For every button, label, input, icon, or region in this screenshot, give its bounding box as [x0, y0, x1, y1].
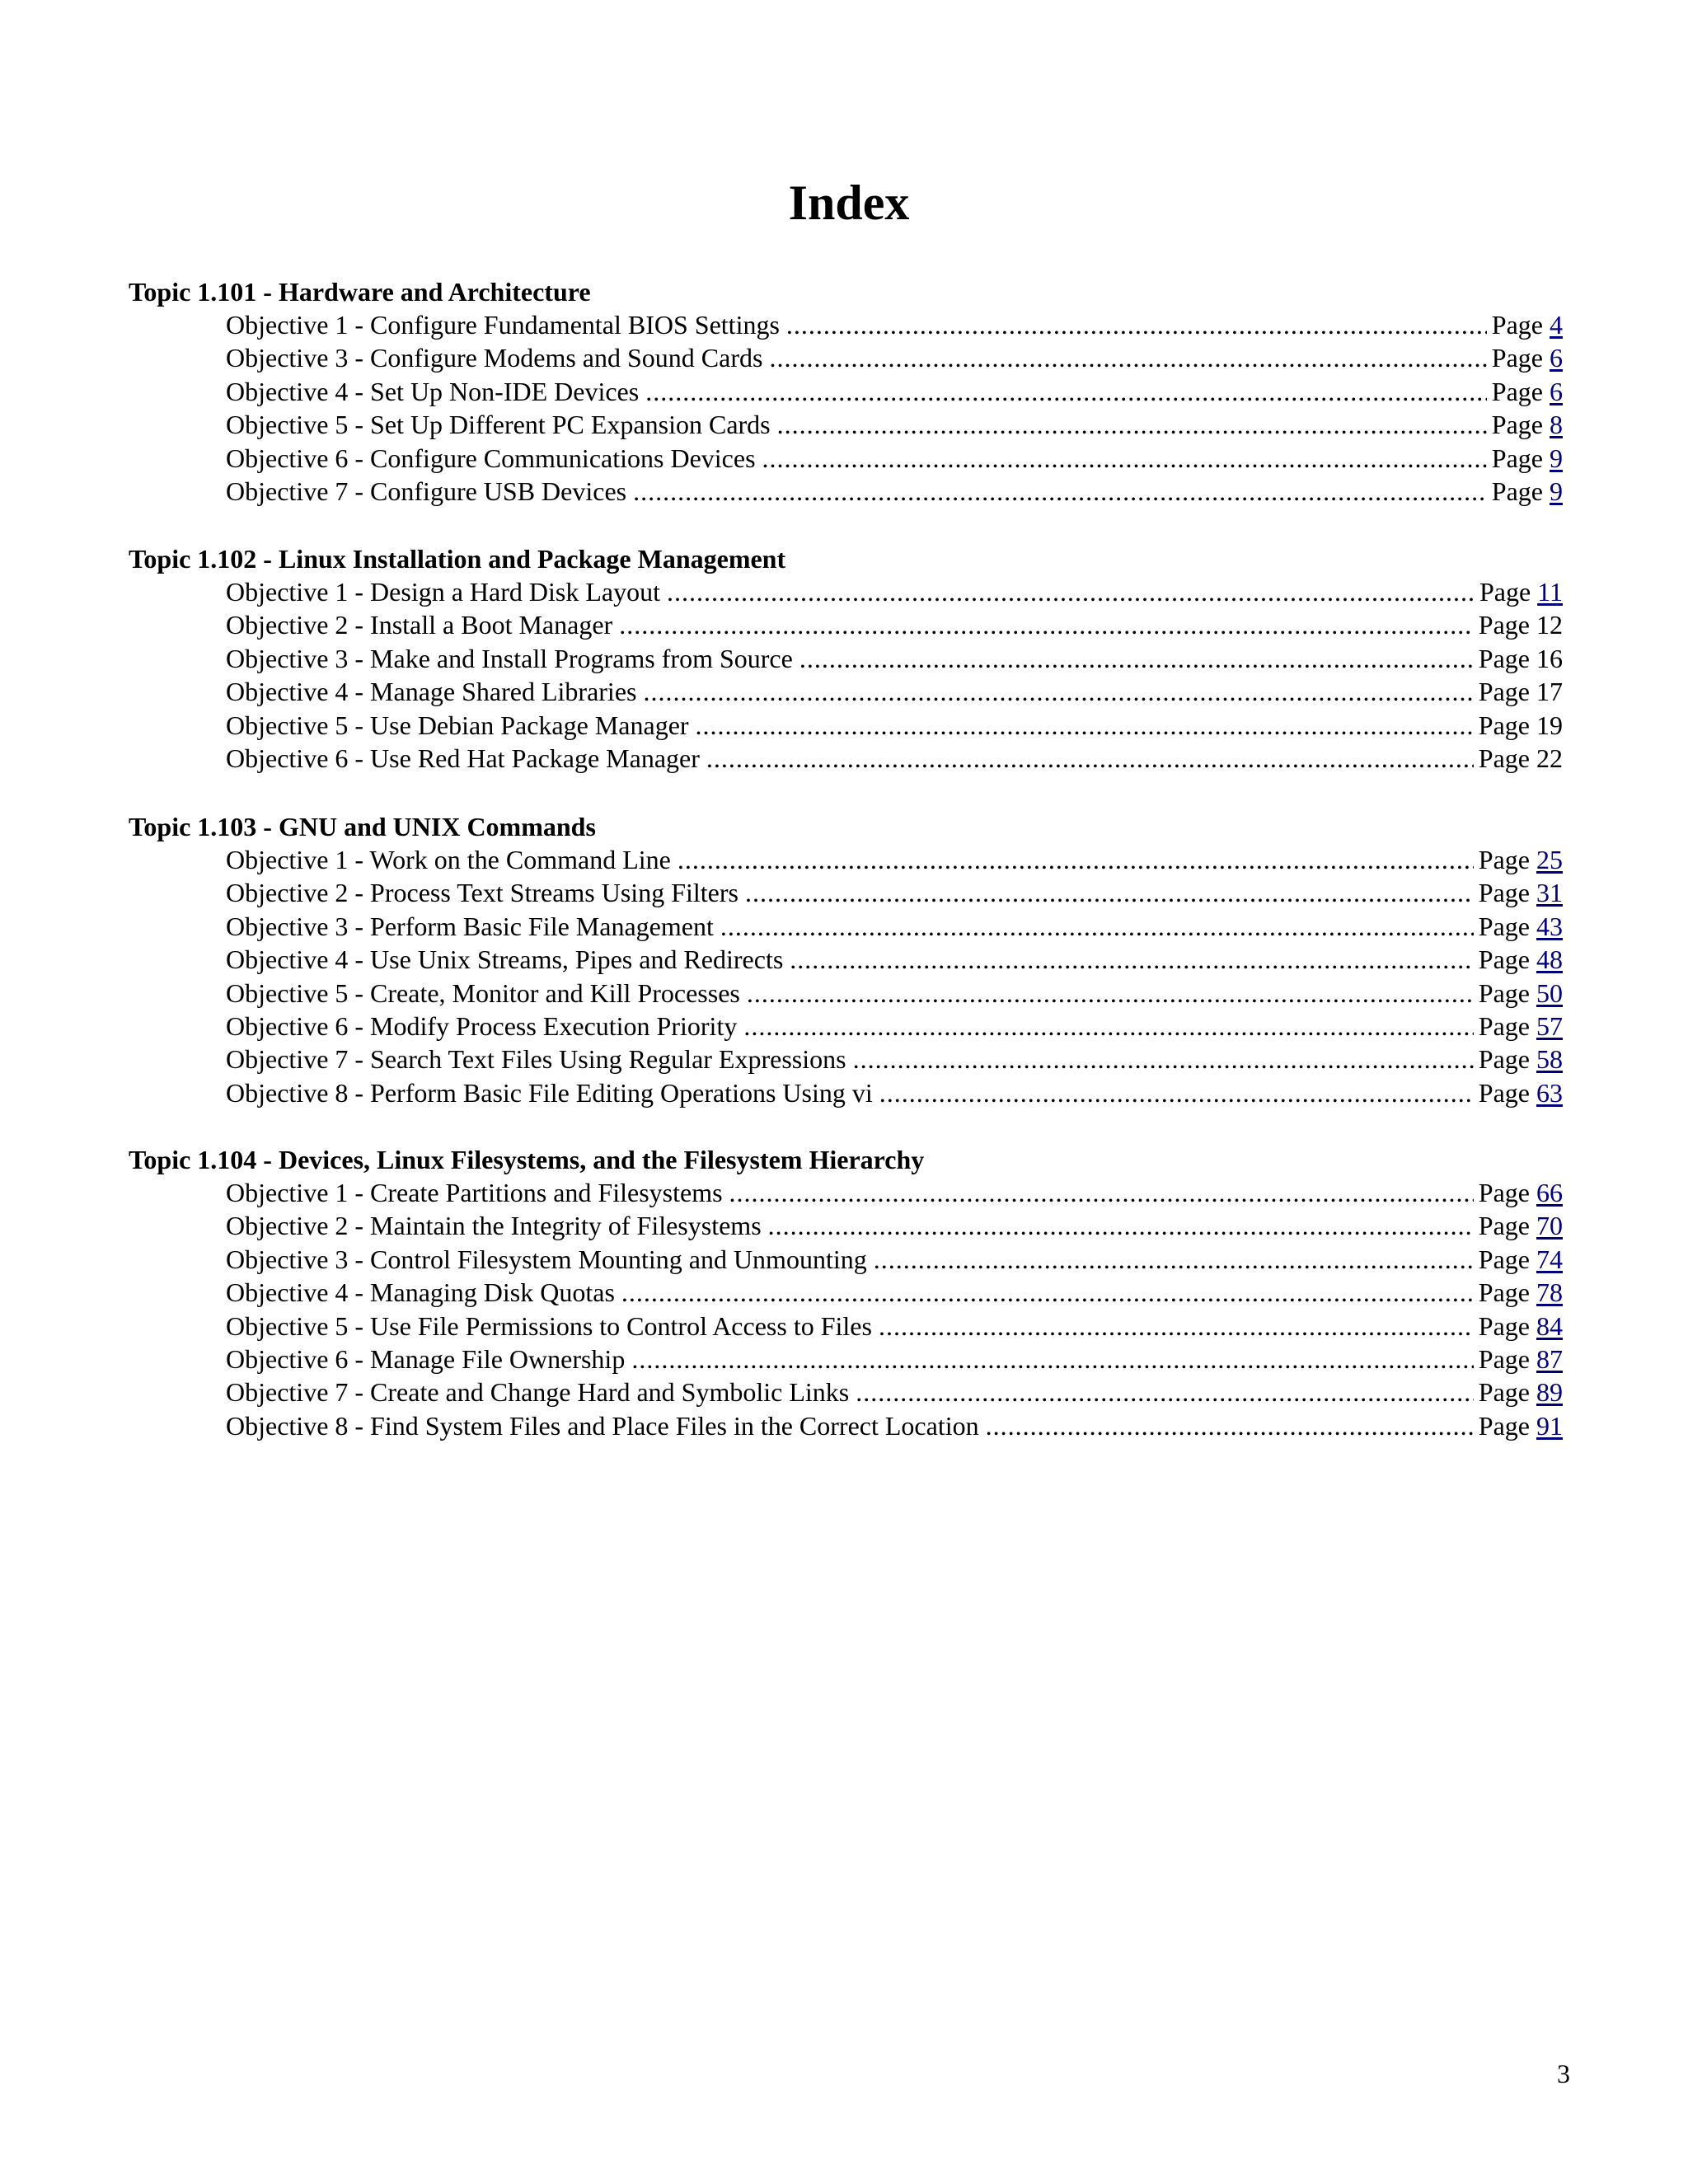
dot-leader: [986, 1409, 1474, 1442]
objective-label: Objective 2 - Maintain the Integrity of Filesystems: [226, 1211, 762, 1241]
dot-leader: [696, 709, 1474, 742]
dot-leader: [853, 1043, 1474, 1076]
objective-entry[interactable]: [226, 1209, 1563, 1242]
objective-entry[interactable]: [226, 675, 1563, 708]
topic-section: [129, 542, 1563, 775]
page-number-link[interactable]: 70: [1536, 1211, 1563, 1241]
page-prefix: Page: [1491, 343, 1543, 373]
dot-leader: [667, 575, 1475, 608]
topic-section: [129, 810, 1563, 1109]
objective-entry[interactable]: [226, 1376, 1563, 1408]
objective-page-ref: [1492, 475, 1563, 508]
objective-page-ref: [1479, 1310, 1563, 1343]
objective-list: [129, 843, 1563, 1109]
objective-entry[interactable]: [226, 1343, 1563, 1376]
topic-heading: Topic 1.104 - Devices, Linux Filesystems, and the Filesystem Hierarchy: [129, 1145, 925, 1174]
objective-entry[interactable]: [226, 1243, 1563, 1276]
page-prefix: Page: [1491, 376, 1543, 406]
dot-leader: [786, 308, 1487, 341]
objective-entry[interactable]: [226, 575, 1563, 608]
page-number-link[interactable]: 87: [1536, 1343, 1563, 1374]
objective-label: Objective 2 - Install a Boot Manager: [226, 610, 613, 640]
page-prefix: Page: [1478, 1178, 1530, 1207]
dot-leader: [645, 375, 1487, 408]
page-number-link[interactable]: 66: [1536, 1178, 1563, 1207]
page-prefix: Page: [1478, 977, 1530, 1008]
dot-leader: [768, 1209, 1474, 1242]
objective-entry[interactable]: [226, 742, 1563, 775]
dot-leader: [747, 977, 1474, 1010]
dot-leader: [790, 943, 1474, 976]
page-number-link[interactable]: 25: [1536, 845, 1563, 874]
topic-heading: Topic 1.102 - Linux Installation and Package Management: [129, 544, 786, 574]
objective-label: Objective 5 - Use File Permissions to Control Access to Files: [226, 1310, 872, 1341]
objective-entry[interactable]: [226, 1176, 1563, 1209]
dot-leader: [769, 341, 1486, 374]
page-number: 3: [1557, 2059, 1570, 2088]
objective-label: Objective 4 - Set Up Non-IDE Devices: [226, 376, 640, 406]
page-prefix: Page: [1478, 1211, 1530, 1241]
page-number-link[interactable]: 11: [1537, 577, 1563, 607]
objective-page-ref: [1479, 1409, 1563, 1442]
page-prefix: Page: [1478, 643, 1530, 673]
objective-page-ref: [1479, 943, 1563, 976]
objective-entry[interactable]: [226, 1010, 1563, 1043]
objective-label: Objective 5 - Set Up Different PC Expansion Cards: [226, 410, 771, 440]
objective-page-ref: [1479, 1343, 1563, 1376]
objective-entry[interactable]: [226, 1276, 1563, 1309]
page-prefix: Page: [1479, 577, 1531, 607]
page-prefix: Page: [1478, 743, 1530, 773]
page-number-link[interactable]: 31: [1536, 878, 1563, 908]
objective-entry[interactable]: [226, 1043, 1563, 1076]
objective-label: Objective 5 - Create, Monitor and Kill Processes: [226, 977, 740, 1008]
objective-entry[interactable]: [226, 709, 1563, 742]
objective-label: Objective 6 - Manage File Ownership: [226, 1343, 626, 1374]
dot-leader: [729, 1176, 1474, 1209]
page-number-link[interactable]: 6: [1550, 376, 1563, 406]
page-prefix: Page: [1478, 610, 1530, 640]
page-prefix: Page: [1478, 1377, 1530, 1408]
page-number-link[interactable]: 74: [1536, 1244, 1563, 1274]
objective-entry[interactable]: [226, 1310, 1563, 1343]
page-number-text: 12: [1536, 610, 1563, 640]
dot-leader: [633, 475, 1487, 508]
page-prefix: Page: [1478, 1044, 1530, 1075]
dot-leader: [762, 442, 1487, 475]
dot-leader: [619, 608, 1474, 641]
page-prefix: Page: [1478, 845, 1530, 874]
topic-section: [129, 275, 1563, 508]
objective-page-ref: [1479, 1010, 1563, 1043]
objective-entry[interactable]: [226, 843, 1563, 876]
page-number-link[interactable]: 50: [1536, 977, 1563, 1008]
objective-page-ref: [1492, 341, 1563, 374]
page-prefix: Page: [1478, 677, 1530, 707]
objective-label: Objective 6 - Configure Communications Devices: [226, 443, 756, 473]
objective-label: Objective 7 - Configure USB Devices: [226, 476, 627, 506]
objective-page-ref: [1479, 977, 1563, 1010]
objective-list: [129, 308, 1563, 508]
dot-leader: [777, 408, 1487, 441]
page-number-link[interactable]: 6: [1550, 343, 1563, 373]
page-number-link[interactable]: 63: [1536, 1077, 1563, 1108]
objective-entry[interactable]: [226, 910, 1563, 943]
objective-page-ref: [1479, 675, 1563, 708]
dot-leader: [874, 1243, 1474, 1276]
objective-label: Objective 7 - Create and Change Hard and Symbolic Links: [226, 1377, 850, 1408]
objective-page-ref: [1492, 375, 1563, 408]
page-prefix: Page: [1491, 476, 1543, 506]
dot-leader: [745, 876, 1474, 909]
objective-page-ref: [1479, 1043, 1563, 1076]
dot-leader: [743, 1010, 1473, 1043]
page-number-link[interactable]: 58: [1536, 1044, 1563, 1075]
objective-page-ref: [1492, 408, 1563, 441]
page-number-link[interactable]: 57: [1536, 1010, 1563, 1041]
dot-leader: [879, 1076, 1474, 1109]
objective-entry[interactable]: [226, 1409, 1563, 1442]
objective-entry[interactable]: [226, 642, 1563, 675]
objective-entry[interactable]: [226, 977, 1563, 1010]
page-title: Index: [788, 176, 910, 231]
objective-page-ref: [1479, 1209, 1563, 1242]
objective-label: Objective 8 - Find System Files and Place Files in the Correct Location: [226, 1410, 979, 1441]
objective-label: Objective 4 - Managing Disk Quotas: [226, 1277, 615, 1308]
page-number-link[interactable]: 9: [1550, 443, 1563, 473]
page-number-link[interactable]: 89: [1536, 1377, 1563, 1408]
objective-entry[interactable]: [226, 943, 1563, 976]
objective-label: Objective 1 - Work on the Command Line: [226, 845, 671, 874]
objective-label: Objective 6 - Modify Process Execution Priority: [226, 1010, 738, 1041]
objective-label: Objective 1 - Create Partitions and Filesystems: [226, 1178, 723, 1207]
page-number-link[interactable]: 91: [1536, 1410, 1563, 1441]
objective-page-ref: [1479, 1243, 1563, 1276]
objective-entry[interactable]: [226, 375, 1563, 408]
objective-entry[interactable]: [226, 1076, 1563, 1109]
page-number-link[interactable]: 78: [1536, 1277, 1563, 1308]
objective-page-ref: [1479, 575, 1563, 608]
page-prefix: Page: [1478, 1310, 1530, 1341]
objective-page-ref: [1479, 910, 1563, 943]
dot-leader: [631, 1343, 1473, 1376]
page-number-link[interactable]: 4: [1550, 310, 1563, 340]
page-number-link[interactable]: 84: [1536, 1310, 1563, 1341]
objective-page-ref: [1479, 709, 1563, 742]
objective-entry[interactable]: [226, 442, 1563, 475]
page-number-link[interactable]: 48: [1536, 944, 1563, 975]
objective-label: Objective 6 - Use Red Hat Package Manager: [226, 743, 700, 773]
objective-entry[interactable]: [226, 876, 1563, 909]
page-number-text: 22: [1536, 743, 1563, 773]
objective-label: Objective 2 - Process Text Streams Using Filters: [226, 878, 738, 908]
page-prefix: Page: [1478, 944, 1530, 975]
objective-entry[interactable]: [226, 341, 1563, 374]
dot-leader: [678, 843, 1474, 876]
objective-list: [129, 1176, 1563, 1442]
dot-leader: [621, 1276, 1474, 1309]
objective-label: Objective 8 - Perform Basic File Editing Operations Using vi: [226, 1077, 873, 1108]
objective-page-ref: [1479, 843, 1563, 876]
objective-page-ref: [1479, 1076, 1563, 1109]
objective-page-ref: [1492, 442, 1563, 475]
page-number-link[interactable]: 8: [1550, 410, 1563, 440]
page-prefix: Page: [1478, 878, 1530, 908]
dot-leader: [856, 1376, 1474, 1408]
page-prefix: Page: [1478, 1244, 1530, 1274]
objective-page-ref: [1479, 1376, 1563, 1408]
objective-label: Objective 7 - Search Text Files Using Regular Expressions: [226, 1044, 846, 1075]
objective-label: Objective 3 - Make and Install Programs from Source: [226, 643, 793, 673]
topic-heading: Topic 1.103 - GNU and UNIX Commands: [129, 812, 596, 841]
page-number-text: 16: [1536, 643, 1563, 673]
page-prefix: Page: [1478, 710, 1530, 740]
topic-section: [129, 1143, 1563, 1442]
page-number-link[interactable]: 9: [1550, 476, 1563, 506]
objective-label: Objective 3 - Control Filesystem Mounting and Unmounting: [226, 1244, 867, 1274]
objective-entry[interactable]: [226, 475, 1563, 508]
page-number-text: 19: [1536, 710, 1563, 740]
dot-leader: [799, 642, 1474, 675]
page-number-text: 17: [1536, 677, 1563, 707]
objective-entry[interactable]: [226, 308, 1563, 341]
objective-label: Objective 4 - Manage Shared Libraries: [226, 677, 637, 707]
page-prefix: Page: [1478, 1343, 1530, 1374]
dot-leader: [643, 675, 1473, 708]
dot-leader: [706, 742, 1474, 775]
topic-heading: Topic 1.101 - Hardware and Architecture: [129, 277, 591, 307]
objective-page-ref: [1479, 1176, 1563, 1209]
objective-page-ref: [1479, 742, 1563, 775]
page-prefix: Page: [1478, 1410, 1530, 1441]
objective-list: [129, 575, 1563, 775]
objective-page-ref: [1479, 608, 1563, 641]
page-number-link[interactable]: 43: [1536, 911, 1563, 941]
objective-page-ref: [1479, 1276, 1563, 1309]
objective-page-ref: [1479, 642, 1563, 675]
objective-label: Objective 4 - Use Unix Streams, Pipes and Redirects: [226, 944, 784, 975]
objective-page-ref: [1479, 876, 1563, 909]
page-prefix: Page: [1491, 310, 1543, 340]
page-prefix: Page: [1478, 1010, 1530, 1041]
objective-label: Objective 3 - Configure Modems and Sound Cards: [226, 343, 763, 373]
objective-entry[interactable]: [226, 408, 1563, 441]
page-prefix: Page: [1478, 1077, 1530, 1108]
objective-label: Objective 5 - Use Debian Package Manager: [226, 710, 689, 740]
page-prefix: Page: [1478, 1277, 1530, 1308]
page-prefix: Page: [1491, 410, 1543, 440]
objective-label: Objective 1 - Configure Fundamental BIOS Settings: [226, 310, 780, 340]
dot-leader: [720, 910, 1474, 943]
objective-label: Objective 1 - Design a Hard Disk Layout: [226, 577, 660, 607]
objective-label: Objective 3 - Perform Basic File Management: [226, 911, 714, 941]
page-prefix: Page: [1491, 443, 1543, 473]
page-prefix: Page: [1478, 911, 1530, 941]
objective-entry[interactable]: [226, 608, 1563, 641]
dot-leader: [879, 1310, 1474, 1343]
objective-page-ref: [1492, 308, 1563, 341]
